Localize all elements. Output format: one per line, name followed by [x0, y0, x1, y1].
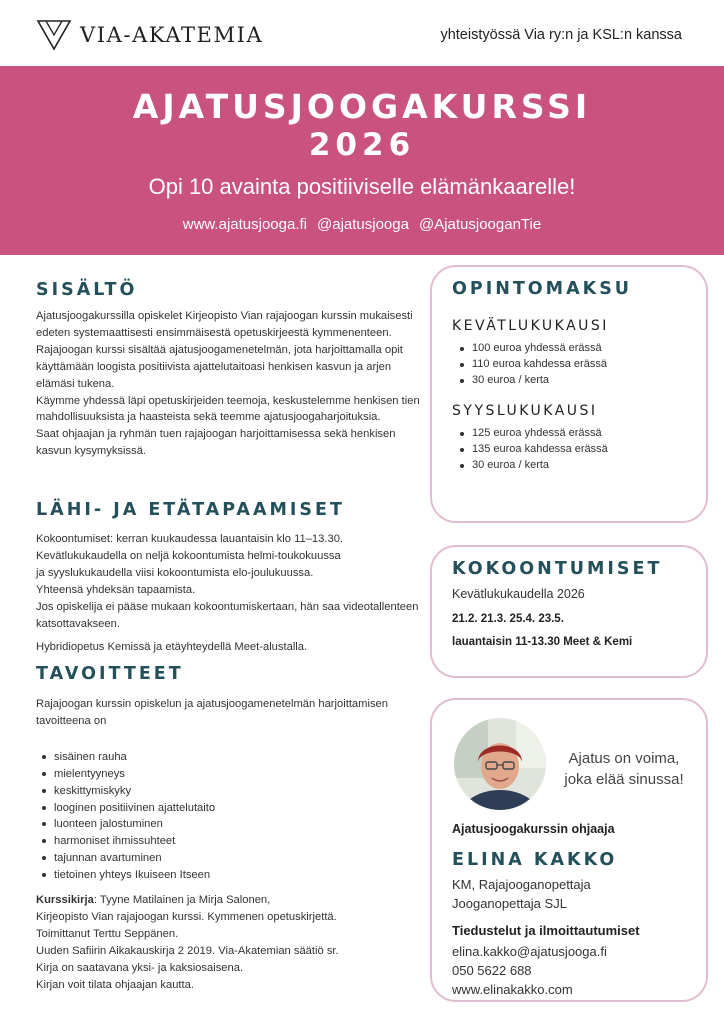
- paragraph: Käymme yhdessä läpi opetuskirjeiden teemoja, keskustelemme henkisen tien mahdollisuuksista ja haasteista sekä teemme ajatusjoogaharjoituksia.: [36, 394, 420, 424]
- paragraph: Kirjeopisto Vian rajajoogan kurssi. Kymmenen opetuskirjettä.: [36, 910, 337, 923]
- quote-line: joka elää sinussa!: [564, 771, 684, 788]
- goals-intro: Rajajoogan kurssin opiskelun ja ajatusjoogamenetelmän harjoittamisen tavoitteena on: [36, 698, 388, 727]
- email-link[interactable]: elina.kakko@ajatusjooga.fi: [452, 944, 607, 959]
- list-item: tajunnan avartuminen: [36, 850, 420, 867]
- meetings-section: [36, 500, 420, 656]
- spring-fee-list: [452, 341, 686, 388]
- list-item: 125 euroa yhdessä erässä: [452, 426, 632, 442]
- meetings-text: [36, 531, 420, 656]
- triangle-logo-icon: [36, 18, 72, 52]
- paragraph: ja syyslukukaudella viisi kokoontumista elo-joulukuussa.: [36, 566, 314, 579]
- list-item: tietoinen yhteys Ikuiseen Itseen: [36, 867, 420, 884]
- goals-list: [36, 749, 420, 884]
- contact-details: [452, 942, 607, 999]
- title-banner: [0, 66, 724, 255]
- instructor-titles: [452, 875, 591, 913]
- section-heading-tapaamiset: LÄHI- JA ETÄTAPAAMISET: [36, 500, 345, 520]
- paragraph: Kirjan voit tilata ohjaajan kautta.: [36, 978, 194, 991]
- list-item: mielentyyneys: [36, 766, 420, 783]
- paragraph: Uuden Safiirin Aikakauskirja 2 2019. Via-Akatemian säätiö sr.: [36, 944, 339, 957]
- instructor-name: ELINA KAKKO: [452, 850, 618, 870]
- meetings-heading: KOKOONTUMISET: [452, 559, 663, 579]
- list-item: 135 euroa kahdessa erässä: [452, 442, 632, 458]
- list-item: sisäinen rauha: [36, 749, 420, 766]
- goals-section: [36, 664, 420, 884]
- paragraph: Kokoontumiset: kerran kuukaudessa lauantaisin klo 11–13.30.: [36, 533, 344, 545]
- course-title: AJATUSJOOGAKURSSI: [132, 87, 592, 126]
- list-item: keskittymiskyky: [36, 783, 420, 800]
- list-item: luonteen jalostuminen: [36, 816, 420, 833]
- quote-line: Ajatus on voima,: [568, 750, 680, 767]
- via-akatemia-logo: [36, 18, 263, 52]
- meeting-time: lauantaisin 11-13.30 Meet & Kemi: [452, 636, 633, 648]
- paragraph: Jos opiskelija ei pääse mukaan kokoontumiskertaan, hän saa videotallenteen katsottavakseen.: [36, 600, 419, 630]
- content-section: [36, 280, 420, 460]
- paragraph: Saat ohjaajan ja ryhmän tuen rajajoogan harjoittamisessa sekä henkisen kasvun kysymyksissä.: [36, 428, 396, 458]
- logo-text: VIA-AKATEMIA: [80, 23, 264, 47]
- instructor-photo: [454, 718, 546, 810]
- instructor-card: [430, 698, 708, 1002]
- website-link[interactable]: www.elinakakko.com: [452, 982, 573, 997]
- course-book-label: Kurssikirja: [36, 894, 94, 906]
- meetings-subtitle: Kevätlukukaudella 2026: [452, 587, 585, 601]
- meetings-card: [430, 545, 708, 678]
- list-item: 30 euroa / kerta: [452, 373, 632, 389]
- spring-term-title: KEVÄTLUKUKAUSI: [452, 318, 609, 334]
- list-item: 110 euroa kahdessa erässä: [452, 357, 632, 373]
- hybrid-note: Hybridiopetus Kemissä ja etäyhteydellä Meet-alustalla.: [36, 641, 308, 654]
- section-heading-sisalto: SISÄLTÖ: [36, 280, 138, 300]
- banner-links: [0, 216, 724, 233]
- paragraph: Ajatusjoogakurssilla opiskelet Kirjeopisto Vian rajajoogan kurssin mukaisesti edeten systemaattisesti ensimmäisestä opetuskirjeestä kymmenenteen.: [36, 310, 413, 339]
- list-item: 100 euroa yhdessä erässä: [452, 341, 632, 357]
- content-text: [36, 308, 420, 460]
- course-book-section: [36, 892, 420, 993]
- paragraph: Rajajoogan kurssi sisältää ajatusjoogamenetelmän, jota harjoittamalla opit käyttämään loogista positiivista ajattelutaitoasi henkisen kasvun ja arjen elämäsi tukena.: [36, 343, 403, 390]
- paragraph: Kirja on saatavana yksi- ja kaksiosaisena.: [36, 961, 244, 974]
- meeting-dates: 21.2. 21.3. 25.4. 23.5.: [452, 613, 564, 625]
- course-subtitle: Opi 10 avainta positiiviselle elämänkaarelle!: [148, 174, 576, 199]
- website-link[interactable]: www.ajatusjooga.fi: [182, 216, 307, 233]
- phone-number[interactable]: 050 5622 688: [452, 963, 532, 978]
- section-heading-tavoitteet: TAVOITTEET: [36, 664, 184, 684]
- social-handle[interactable]: @ajatusjooga: [317, 216, 409, 233]
- fee-card: [430, 265, 708, 523]
- course-book-first-line: [36, 892, 420, 909]
- paragraph: Toimittanut Terttu Seppänen.: [36, 927, 179, 940]
- list-item: looginen positiivinen ajattelutaito: [36, 800, 420, 817]
- instructor-title: KM, Rajajooganopettaja: [452, 877, 591, 892]
- autumn-term-title: SYYSLUKUKAUSI: [452, 403, 598, 420]
- instructor-role: Ajatusjoogakurssin ohjaaja: [452, 822, 615, 836]
- course-year: 2026: [308, 127, 416, 163]
- partner-text: yhteistyössä Via ry:n ja KSL:n kanssa: [440, 27, 682, 43]
- social-handle-alt[interactable]: @AjatusjooganTie: [418, 216, 542, 233]
- list-item: harmoniset ihmissuhteet: [36, 833, 420, 850]
- course-book-authors: : Tyyne Matilainen ja Mirja Salonen,: [93, 894, 271, 906]
- instructor-quote: [560, 748, 688, 790]
- contact-heading: Tiedustelut ja ilmoittautumiset: [452, 923, 640, 938]
- paragraph: Yhteensä yhdeksän tapaamista.: [36, 583, 196, 596]
- instructor-title: Jooganopettaja SJL: [452, 896, 567, 911]
- autumn-fee-list: [452, 426, 686, 473]
- fee-heading: OPINTOMAKSU: [452, 279, 633, 299]
- list-item: 30 euroa / kerta: [452, 458, 632, 474]
- paragraph: Kevätlukukaudella on neljä kokoontumista helmi-toukokuussa: [36, 549, 341, 562]
